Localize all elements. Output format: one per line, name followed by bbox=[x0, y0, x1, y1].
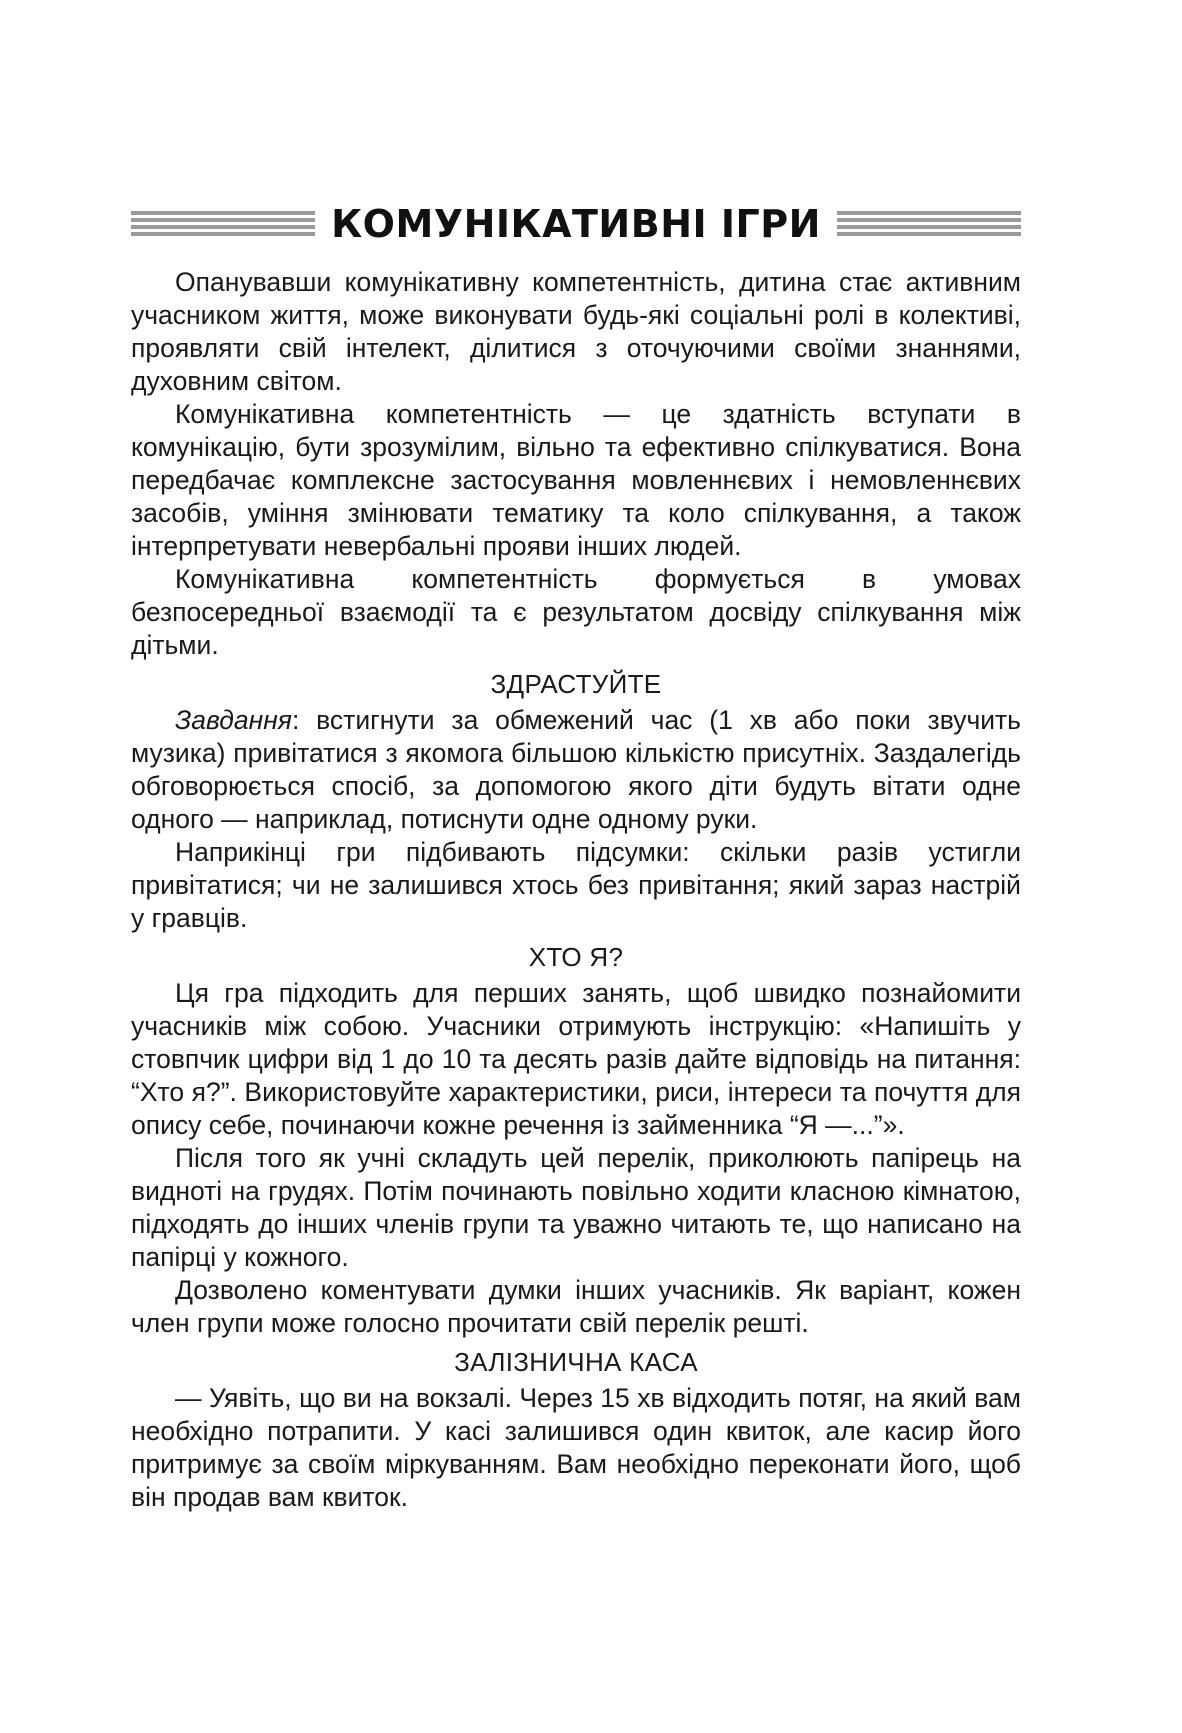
game-who-am-i-paragraph-1: Ця гра підходить для перших занять, щоб швидко познайомити учасників між собою. Учасники отримують інструкцію: «Напишіть у стовпчик цифри від 1 до 10 та десять разів дайте відповідь на питання: “Хто я?”. Використовуйте характеристики, риси, інтереси та почуття для опису себе, починаючи кожне речення із займенника “Я —...”». bbox=[131, 978, 1021, 1140]
game-title-who-am-i: ХТО Я? bbox=[528, 942, 624, 972]
intro-paragraph-1: Опанувавши комунікативну компетентність, дитина стає активним учасником життя, може виконувати будь-які соціальні ролі в колективі, проявляти свій інтелект, ділитися з оточуючими своїми знаннями, духовним світом. bbox=[131, 267, 1021, 396]
game-hello-task bbox=[131, 704, 1021, 836]
game-hello-paragraph-2: Наприкінці гри підбивають підсумки: скільки разів устигли привітатися; чи не залишився хтось без привітання; який зараз настрій у гравців. bbox=[131, 837, 1021, 933]
intro-paragraph-3: Комунікативна компетентність формується в умовах безпосередньої взаємодії та є результатом досвіду спілкування між дітьми. bbox=[131, 564, 1021, 660]
game-ticket-office-paragraph-1: — Уявіть, що ви на вокзалі. Через 15 хв відходить потяг, на який вам необхідно потрапити. У касі залишився один квиток, але касир його притримує за своїм міркуванням. Вам необхідно переконати його, щоб він продав вам квиток. bbox=[131, 1383, 1021, 1512]
intro-paragraph-2: Комунікативна компетентність — це здатність вступати в комунікацію, бути зрозумілим, вільно та ефективно спілкуватися. Вона передбачає комплексне застосування мовленнєвих і немовленнєвих засобів, уміння змінювати тематику та коло спілкування, а також інтерпретувати невербальні прояви інших людей. bbox=[131, 399, 1021, 561]
task-text: : встигнути за обмежений час (1 хв або поки звучить музика) привітатися з якомога більшою кількістю присутніх. Заздалегідь обговорюється спосіб, за допомогою якого діти будуть вітати одне одного — наприклад, потиснути одне одному руки. bbox=[131, 705, 1021, 834]
left-decorative-stripes bbox=[131, 211, 315, 237]
game-who-am-i-paragraph-3: Дозволено коментувати думки інших учасників. Як варіант, кожен член групи може голосно прочитати свій перелік решті. bbox=[131, 1275, 1021, 1338]
game-who-am-i-paragraph-2: Після того як учні складуть цей перелік, приколюють папірець на видноті на грудях. Потім починають повільно ходити класною кімнатою, підходять до інших членів групи та уважно читають те, що написано на папірці у кожного. bbox=[131, 1143, 1021, 1272]
right-decorative-stripes bbox=[837, 211, 1021, 237]
game-title-hello: ЗДРАСТУЙТЕ bbox=[490, 669, 662, 699]
task-label: Завдання bbox=[175, 705, 292, 735]
page-title: КОМУНІКАТИВНІ ІГРИ bbox=[331, 202, 821, 246]
page-content bbox=[131, 200, 1021, 1514]
section-header bbox=[131, 200, 1021, 248]
game-title-ticket-office: ЗАЛІЗНИЧНА КАСА bbox=[454, 1347, 698, 1377]
